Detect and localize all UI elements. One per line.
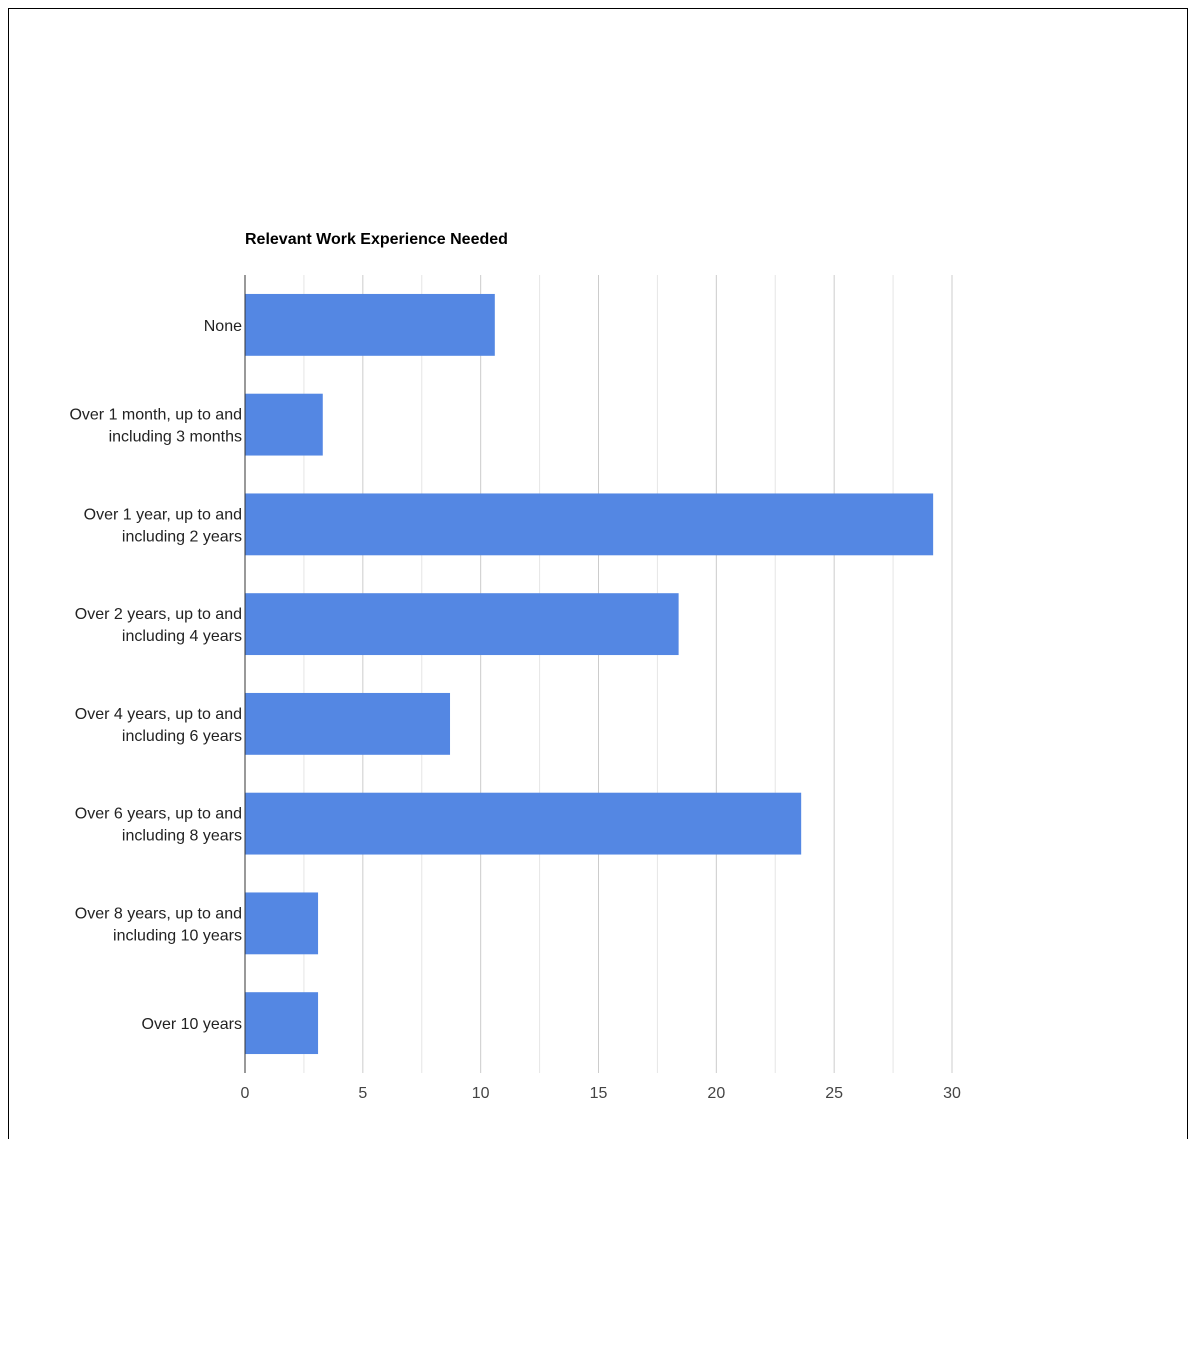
x-tick-label: 0: [240, 1085, 250, 1102]
x-tick-label: 10: [471, 1085, 490, 1102]
category-label-6-1: including 10 years: [113, 927, 242, 945]
bar-5[interactable]: [245, 793, 801, 855]
bar-3[interactable]: [245, 593, 679, 655]
category-label-1-0: Over 1 month, up to and: [69, 406, 242, 424]
category-label-2-1: including 2 years: [121, 528, 242, 546]
x-tick-label: 5: [358, 1085, 368, 1102]
x-tick-label: 20: [707, 1085, 726, 1102]
category-label-4-0: Over 4 years, up to and: [74, 705, 242, 723]
bar-7[interactable]: [245, 992, 318, 1054]
x-tick-label: 30: [943, 1085, 961, 1102]
bar-2[interactable]: [245, 493, 933, 555]
category-label-6-0: Over 8 years, up to and: [74, 905, 242, 923]
chart-title: Relevant Work Experience Needed: [245, 231, 508, 248]
category-label-2-0: Over 1 year, up to and: [83, 506, 242, 524]
x-tick-label: 15: [589, 1085, 608, 1102]
category-label-5-0: Over 6 years, up to and: [74, 805, 242, 823]
bar-0[interactable]: [245, 294, 495, 356]
category-label-0-0: None: [203, 317, 242, 335]
category-label-3-0: Over 2 years, up to and: [74, 606, 242, 624]
bar-layer: [245, 294, 933, 1054]
x-tick-label: 25: [825, 1085, 844, 1102]
category-label-7-0: Over 10 years: [141, 1016, 242, 1034]
category-label-4-1: including 6 years: [121, 727, 242, 745]
bar-4[interactable]: [245, 693, 450, 755]
bar-6[interactable]: [245, 892, 318, 954]
x-tick-labels: [241, 1085, 961, 1102]
grid-layer: [304, 275, 952, 1073]
category-label-3-1: including 4 years: [121, 628, 242, 646]
category-label-5-1: including 8 years: [121, 827, 242, 845]
category-labels: [69, 318, 242, 1033]
category-label-1-1: including 3 months: [108, 428, 242, 446]
bar-1[interactable]: [245, 394, 323, 456]
